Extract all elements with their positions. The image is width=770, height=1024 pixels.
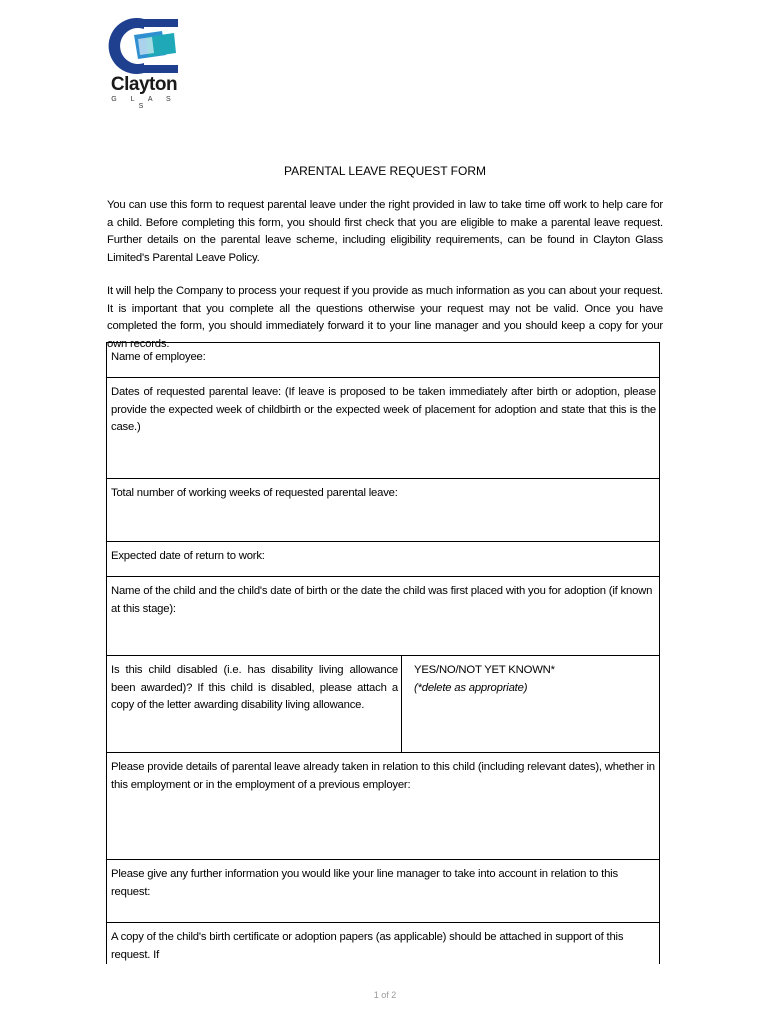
previous-leave-label: Please provide details of parental leave already taken in relation to this child (including relevant dates), whether in this employment or in the employment of a previous employer: (111, 761, 655, 791)
child-disabled-answer-field[interactable] (402, 656, 660, 753)
return-date-label: Expected date of return to work: (111, 550, 265, 562)
logo-top-bar (144, 19, 178, 27)
copy-note-text: A copy of the child's birth certificate or adoption papers (as applicable) should be attached in support of this request. If (111, 931, 624, 961)
previous-leave-field[interactable] (107, 753, 660, 860)
row-further-info (107, 860, 660, 923)
row-leave-weeks (107, 479, 660, 542)
request-form-table (106, 342, 660, 964)
clayton-glass-logo (104, 15, 184, 110)
child-details-field[interactable] (107, 577, 660, 656)
logo-subtext: G L A S S (111, 96, 177, 110)
further-info-field[interactable] (107, 860, 660, 923)
row-previous-leave (107, 753, 660, 860)
leave-weeks-label: Total number of working weeks of requested parental leave: (111, 487, 398, 499)
child-disabled-note: (*delete as appropriate) (414, 681, 528, 694)
employee-name-field[interactable] (107, 343, 660, 378)
employee-name-label: Name of employee: (111, 351, 206, 363)
logo-bottom-bar (144, 65, 178, 73)
row-employee-name (107, 343, 660, 378)
page-indicator: 1 of 2 (373, 990, 397, 1000)
leave-dates-field[interactable] (107, 378, 660, 479)
row-return-date (107, 542, 660, 577)
logo-wordmark: Clayton (110, 74, 178, 95)
row-child-details (107, 577, 660, 656)
row-leave-dates (107, 378, 660, 479)
logo-mark-icon (104, 15, 184, 75)
row-copy-note (107, 923, 660, 965)
child-details-label: Name of the child and the child's date of birth or the date the child was first placed with you for adoption (if known at this stage): (111, 585, 653, 615)
copy-note-cell (107, 923, 660, 965)
further-info-label: Please give any further information you would like your line manager to take into account in relation to this request: (111, 868, 618, 898)
logo-glass-highlight (138, 37, 154, 55)
form-title: PARENTAL LEAVE REQUEST FORM (283, 164, 487, 178)
child-disabled-question (107, 656, 402, 753)
return-date-field[interactable] (107, 542, 660, 577)
leave-weeks-field[interactable] (107, 479, 660, 542)
child-disabled-options: YES/NO/NOT YET KNOWN* (414, 664, 555, 676)
child-disabled-label: Is this child disabled (i.e. has disability living allowance been awarded)? If this child is disabled, please attach a copy of the letter awarding disability living allowance. (111, 664, 398, 711)
row-child-disabled (107, 656, 660, 753)
leave-dates-label: Dates of requested parental leave: (If leave is proposed to be taken immediately after birth or adoption, please provide the expected week of childbirth or the expected week of placement for adoption and state that this is the case.) (111, 386, 656, 433)
intro-paragraph-2: It will help the Company to process your request if you provide as much information as you can about your request. It is important that you complete all the questions otherwise your request may not be valid. Once you have completed the form, you should immediately forward it to your line manager and you should keep a copy for your own records. (107, 285, 663, 350)
intro-paragraph-1: You can use this form to request parental leave under the right provided in law to take time off work to help care for a child. Before completing this form, you should first check that you are eligible to make a parental leave request. Further details on the parental leave scheme, including eligibility requirements, can be found in Clayton Glass Limited's Parental Leave Policy. (107, 199, 663, 264)
